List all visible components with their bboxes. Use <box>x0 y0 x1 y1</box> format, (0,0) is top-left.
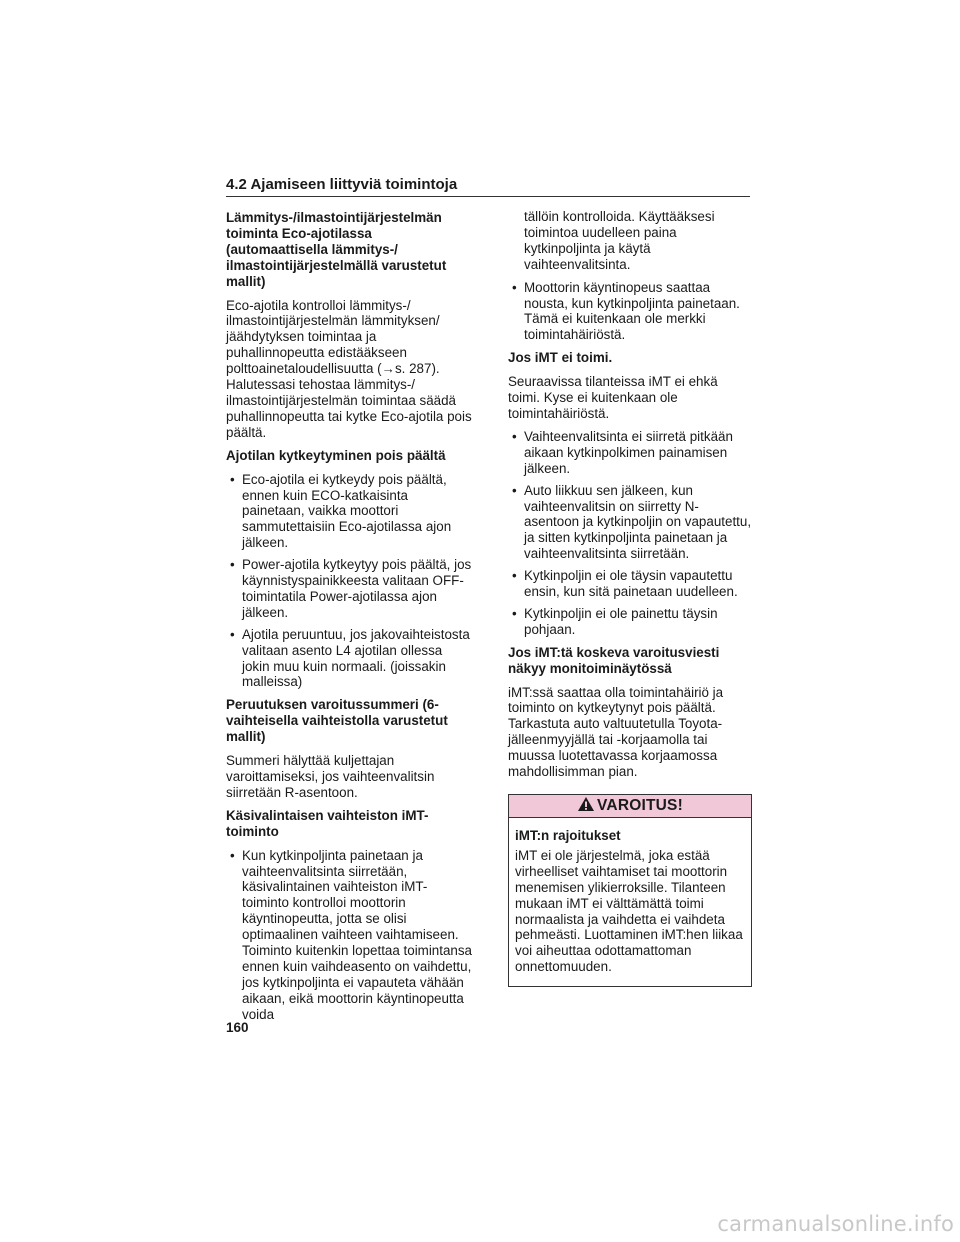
imt-fail-list <box>508 429 752 638</box>
list-item: • Auto liikkuu sen jälkeen, kun vaihteenvalitsin on siirretty N-asentoon ja kytkinpoljin on vapautettu, ja sitten kytkinpoljinta painetaan ja vaihteenvalitsinta siirretään. <box>508 483 752 563</box>
eco-paragraph: Eco-ajotila kontrolloi lämmitys-/ ilmastointijärjestelmän lämmityksen/ jäähdytyksen toimintaa ja puhallinnopeutta edistääkseen polttoainetaloudellisuutta (→s. 287). Halutessasi tehostaa lämmitys-/ ilmastointijärjestelmän toimintaa säädä puhallinnopeutta tai kytke Eco-ajotila pois päältä. <box>226 297 472 440</box>
list-item: • Kytkinpoljin ei ole painettu täysin pohjaan. <box>508 606 752 638</box>
list-item: • Vaihteenvalitsinta ei siirretä pitkään aikaan kytkinpolkimen painamisen jälkeen. <box>508 429 752 477</box>
mode-off-heading: Ajotilan kytkeytyminen pois päältä <box>226 447 446 463</box>
section-header: 4.2 Ajamiseen liittyviä toimintoja <box>226 176 750 197</box>
imt-fail-paragraph: Seuraavissa tilanteissa iMT ei ehkä toimi. Kyse ei kuitenkaan ole toimintahäiriöstä. <box>508 374 718 421</box>
rpm-list <box>508 280 752 344</box>
watermark: carmanualsonline.info <box>717 1212 954 1236</box>
imt-message-paragraph: iMT:ssä saattaa olla toimintahäiriö ja toiminto on kytkeytynyt pois päältä. Tarkastuta auto valtuutetulla Toyota-jälleenmyyjällä tai -korjaamolla tai muussa luotettavassa korjaamossa mahdollisimman pian. <box>508 684 724 780</box>
left-column <box>226 210 472 1030</box>
list-item: • Kytkinpoljin ei ole täysin vapautettu ensin, kun sitä painetaan uudelleen. <box>508 568 752 600</box>
imt-fail-heading: Jos iMT ei toimi. <box>508 350 613 366</box>
imt-list <box>226 848 472 1023</box>
warning-title: VAROITUS! <box>597 797 683 815</box>
reverse-buzzer-paragraph: Summeri hälyttää kuljettajan varoittamiseksi, jos vaihteenvalitsin siirretään R-asentoon. <box>226 753 435 800</box>
imt-message-heading: Jos iMT:tä koskeva varoitusviesti näkyy monitoiminäytössä <box>508 644 720 676</box>
list-item: • Power-ajotila kytkeytyy pois päältä, jos käynnistyspainikkeesta valitaan OFF-toimintatila Power-ajotilassa ajon jälkeen. <box>226 557 472 621</box>
list-item: • Moottorin käyntinopeus saattaa nousta, kun kytkinpoljinta painetaan. Tämä ei kuitenkaan ole merkki toimintahäiriöstä. <box>508 280 752 344</box>
eco-heading: Lämmitys-/ilmastointijärjestelmän toiminta Eco-ajotilassa (automaattisella lämmitys-/ ilmastointijärjestelmällä varustetut mallit) <box>226 210 447 289</box>
page-number: 160 <box>226 1020 249 1035</box>
warning-text: iMT ei ole järjestelmä, joka estää virheelliset vaihtamiset tai moottorin menemisen ylikierroksille. Tilanteen mukaan iMT ei välttämättä toimi normaalista ja vaihdetta ei vaihdeta pehmeästi. Luottaminen iMT:hen liikaa voi aiheuttaa odottamattoman onnettomuuden. <box>515 847 743 975</box>
list-item: • Kun kytkinpoljinta painetaan ja vaihteenvalitsinta siirretään, käsivalintainen vaihteiston iMT-toiminto kontrolloi moottorin käyntinopeutta, jotta se olisi optimaalinen vaihteen vaihtamiseen. Toiminto kuitenkin lopettaa toimintansa ennen kuin vaihdeasento on vaihdettu, jos kytkinpoljinta ei vapauteta vähään aikaan, eikä moottorin käyntinopeutta voida <box>226 848 472 1023</box>
warning-box <box>508 794 752 987</box>
right-column <box>508 210 752 987</box>
list-item: • Eco-ajotila ei kytkeydy pois päältä, ennen kuin ECO-katkaisinta painetaan, vaikka moottori sammutettaisiin Eco-ajotilassa ajon jälkeen. <box>226 472 472 552</box>
reverse-buzzer-heading: Peruutuksen varoitussummeri (6-vaihteisella vaihteistolla varustetut mallit) <box>226 697 448 745</box>
imt-heading: Käsivalintaisen vaihteiston iMT-toiminto <box>226 807 429 839</box>
list-item: • Ajotila peruuntuu, jos jakovaihteistosta valitaan asento L4 ajotilan ollessa jokin muu kuin normaali. (joissakin malleissa) <box>226 627 472 691</box>
warning-header <box>509 795 751 818</box>
mode-off-list <box>226 472 472 691</box>
continued-text: tällöin kontrolloida. Käyttääksesi toimintoa uudelleen paina kytkinpoljinta ja käytä vaihteenvalitsinta. <box>524 209 715 272</box>
warning-body <box>509 818 751 975</box>
warning-subheading: iMT:n rajoitukset <box>515 828 621 843</box>
warning-triangle-icon <box>577 796 595 816</box>
